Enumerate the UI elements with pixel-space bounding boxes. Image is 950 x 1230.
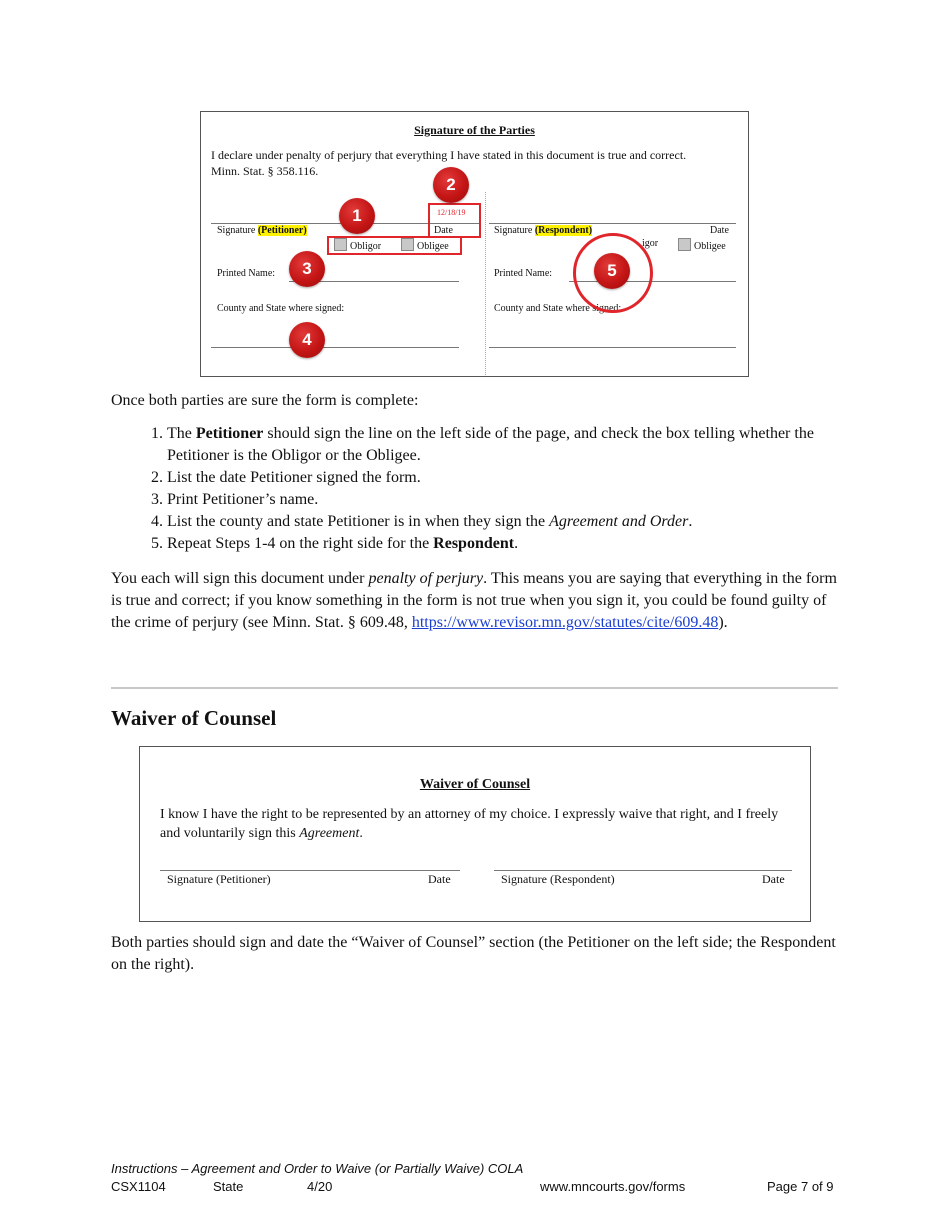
petitioner-date-value: 12/18/19 [437,208,466,217]
waiver-petitioner-date: Date [428,872,451,886]
obligor-label: Obligor [350,241,382,252]
agreement-order-italic: Agreement and Order [549,513,689,530]
figure-title: Signature of the Parties [414,123,535,137]
respondent-county-line [489,347,736,348]
petitioner-county-label: County and State where signed: [217,303,345,314]
step-3-badge: 3 [289,251,325,287]
petitioner-printed-name-label: Printed Name: [217,268,276,279]
perjury-paragraph: You each will sign this document under penalty of perjury. This means you are saying that everything in the form is true and correct; if you know something in the form is not true when you sign it, you could be found guilty of the crime of perjury (see Minn. Stat. § 609.48, https://www.revisor.mn.gov/statutes/cite/609.48). [111,570,837,631]
obligee-label: Obligee [417,241,449,252]
step-4: 4. List the county and state Petitioner is in when they sign the Agreement and Order. [167,511,838,533]
checkbox-annotation-box [327,236,462,255]
respondent-bold: Respondent [433,535,515,552]
footer-jurisdiction: State [213,1179,244,1194]
waiver-text: I know I have the right to be represented by an attorney of my choice. I expressly waive that right, and I freely and voluntarily sign this Agreement. [160,807,779,841]
waiver-of-counsel-figure [139,746,811,922]
step-3: 3. Print Petitioner’s name. [167,489,838,511]
footer-form-code: CSX1104 [111,1179,166,1194]
step-2: 2. List the date Petitioner signed the form. [167,467,838,489]
respondent-signature-label [494,225,592,236]
waiver-respondent-line [494,870,792,871]
waiver-petitioner-line [160,870,460,871]
intro-paragraph: Once both parties are sure the form is complete: [111,392,419,409]
step-5: 5. Repeat Steps 1-4 on the right side for the Respondent. [167,533,838,555]
step-4-badge: 4 [289,322,325,358]
statute-link[interactable]: https://www.revisor.mn.gov/statutes/cite/609.48 [411,614,719,631]
petitioner-role-highlight: (Petitioner) [257,225,307,236]
obligee-label: Obligee [694,241,726,252]
step-1-badge: 1 [339,198,375,234]
respondent-obligee-checkbox[interactable] [678,238,726,252]
date-annotation-box [428,203,481,238]
respondent-county-label: County and State where signed: [494,303,622,314]
step-5-badge: 5 [594,253,630,289]
obligor-label: igor [642,238,659,249]
section-heading: Waiver of Counsel [111,706,277,730]
footer-page-number: Page 7 of 9 [767,1179,834,1194]
signature-word: Signature [217,225,256,236]
section-divider [111,687,838,689]
signature-of-parties-figure [200,111,749,377]
perjury-italic: penalty of perjury [368,570,484,587]
petitioner-county-line [211,347,459,348]
waiver-respondent-date: Date [762,872,785,886]
footer-website[interactable]: www.mncourts.gov/forms [540,1179,686,1194]
petitioner-signature-label [217,225,307,236]
step-1: 1. The Petitioner should sign the line on the left side of the page, and check the box telling whether the Petitioner is the Obligor or the Obligee. [167,423,838,467]
steps-list [111,423,838,555]
figure-title: Waiver of Counsel [419,777,531,792]
respondent-signature-line [489,223,736,224]
signature-word: Signature [494,225,533,236]
respondent-role-highlight: (Respondent) [534,225,593,236]
waiver-respondent-label: Signature (Respondent) [501,872,615,886]
respondent-date-label: Date [710,225,729,236]
footer-title: Instructions – Agreement and Order to Waive (or Partially Waive) COLA [111,1161,524,1176]
petitioner-bold: Petitioner [195,425,264,442]
waiver-instructions: Both parties should sign and date the “Waiver of Counsel” section (the Petitioner on the left side; the Respondent on the right). [111,934,836,973]
step-2-badge: 2 [433,167,469,203]
respondent-printed-name-label: Printed Name: [494,268,553,279]
waiver-petitioner-label: Signature (Petitioner) [167,872,271,886]
petitioner-date-label: Date [434,225,453,236]
agreement-italic: Agreement [299,826,360,841]
footer-revision: 4/20 [307,1179,333,1194]
column-divider [485,192,486,375]
steps-list-container [111,423,838,555]
declaration-text: I declare under penalty of perjury that everything I have stated in this document is true and correct. Minn. Stat. § 358.116. [211,148,687,178]
